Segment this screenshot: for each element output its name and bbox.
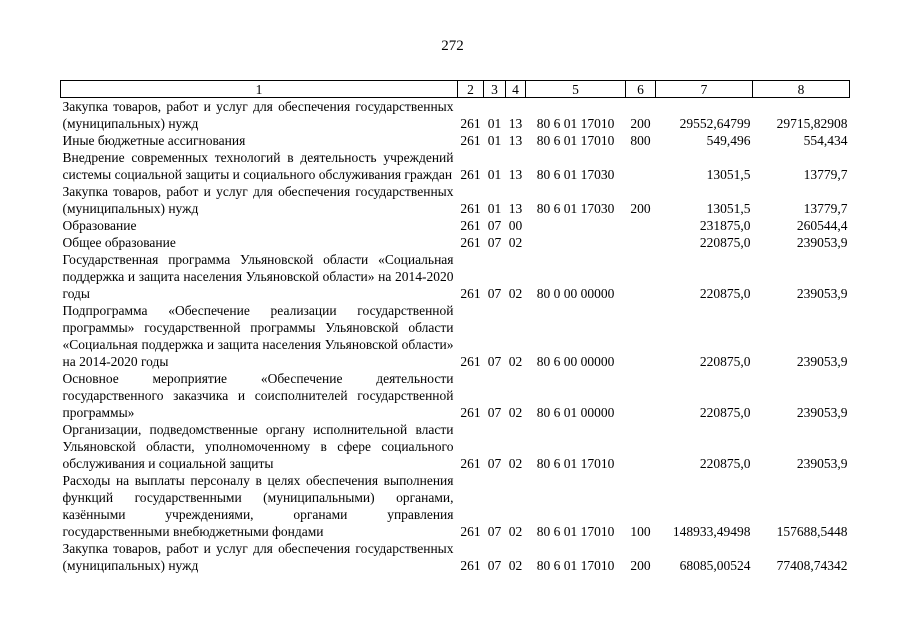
row-code-target: 80 6 00 00000 — [536, 354, 615, 369]
table-row — [61, 251, 850, 302]
row-code-subsection: 13 — [508, 167, 523, 182]
row-amount-year2: 239053,9 — [796, 286, 848, 301]
row-code-subsection: 02 — [508, 354, 523, 369]
row-code-target: 80 6 01 17010 — [536, 116, 615, 131]
row-amount-year1: 220875,0 — [699, 286, 751, 301]
row-code-section: 01 — [487, 201, 502, 216]
row-amount-year1: 148933,49498 — [672, 524, 751, 539]
row-code-admin: 261 — [460, 354, 481, 369]
row-code-section: 01 — [487, 116, 502, 131]
row-code-subsection: 13 — [508, 201, 523, 216]
row-code-section: 07 — [487, 354, 502, 369]
row-code-expense-type — [626, 421, 656, 472]
row-name: Общее образование — [62, 235, 176, 250]
row-name: Подпрограмма «Обеспечение реализации государственной программы» государственной программы Ульяновской области «Социальная поддержка и защита населения Ульяновской области» на 2014-2020 годы — [62, 303, 454, 369]
row-amount-year2: 13779,7 — [803, 201, 848, 216]
row-code-target: 80 6 01 17010 — [536, 133, 615, 148]
row-code-section: 07 — [487, 456, 502, 471]
row-code-subsection: 02 — [508, 524, 523, 539]
row-amount-year1: 220875,0 — [699, 456, 751, 471]
row-amount-year2: 239053,9 — [796, 354, 848, 369]
row-amount-year2: 260544,4 — [796, 218, 848, 233]
row-code-subsection: 02 — [508, 456, 523, 471]
table-header — [61, 81, 850, 98]
table-row — [61, 234, 850, 251]
row-code-admin: 261 — [460, 524, 481, 539]
row-amount-year1: 220875,0 — [699, 354, 751, 369]
row-code-section: 07 — [487, 235, 502, 250]
row-code-section: 07 — [487, 218, 502, 233]
table-row — [61, 421, 850, 472]
row-code-subsection: 00 — [508, 218, 523, 233]
table-row — [61, 132, 850, 149]
row-code-subsection: 02 — [508, 286, 523, 301]
row-amount-year1: 68085,00524 — [679, 558, 751, 573]
row-code-section: 01 — [487, 133, 502, 148]
row-name: Государственная программа Ульяновской области «Социальная поддержка и защита населения Ульяновской области» на 2014-2020 годы — [62, 252, 454, 301]
row-code-admin: 261 — [460, 218, 481, 233]
row-amount-year2: 13779,7 — [803, 167, 848, 182]
row-amount-year1: 13051,5 — [706, 167, 751, 182]
row-amount-year2: 239053,9 — [796, 235, 848, 250]
row-amount-year1: 220875,0 — [699, 405, 751, 420]
row-name: Образование — [62, 218, 137, 233]
table-row — [61, 302, 850, 370]
row-code-subsection: 13 — [508, 116, 523, 131]
row-amount-year2: 239053,9 — [796, 456, 848, 471]
row-code-section: 07 — [487, 558, 502, 573]
row-amount-year2: 77408,74342 — [776, 558, 848, 573]
header-col-4: 4 — [506, 81, 526, 98]
row-code-expense-type: 200 — [630, 116, 651, 131]
row-code-expense-type — [626, 149, 656, 183]
row-code-expense-type: 800 — [630, 133, 651, 148]
row-code-admin: 261 — [460, 405, 481, 420]
row-code-target: 80 0 00 00000 — [536, 286, 615, 301]
row-code-admin: 261 — [460, 201, 481, 216]
table-row — [61, 149, 850, 183]
row-code-subsection: 02 — [508, 405, 523, 420]
header-col-8: 8 — [753, 81, 850, 98]
row-amount-year1: 231875,0 — [699, 218, 751, 233]
row-code-expense-type — [626, 370, 656, 421]
row-code-target: 80 6 01 17010 — [536, 558, 615, 573]
row-amount-year2: 29715,82908 — [776, 116, 848, 131]
header-col-7: 7 — [656, 81, 753, 98]
row-name: Закупка товаров, работ и услуг для обеспечения государственных (муниципальных) нужд — [62, 99, 454, 131]
header-col-5: 5 — [526, 81, 626, 98]
row-code-admin: 261 — [460, 456, 481, 471]
row-code-target: 80 6 01 17010 — [536, 456, 615, 471]
row-code-admin: 261 — [460, 558, 481, 573]
table-row — [61, 540, 850, 574]
row-code-expense-type — [626, 302, 656, 370]
header-col-6: 6 — [626, 81, 656, 98]
table-row — [61, 217, 850, 234]
row-code-section: 07 — [487, 524, 502, 539]
row-name: Закупка товаров, работ и услуг для обеспечения государственных (муниципальных) нужд — [62, 184, 454, 216]
row-code-target: 80 6 01 17010 — [536, 524, 615, 539]
row-code-section: 07 — [487, 405, 502, 420]
header-col-2: 2 — [458, 81, 484, 98]
row-code-admin: 261 — [460, 133, 481, 148]
row-name: Основное мероприятие «Обеспечение деятельности государственного заказчика и соисполнителей государственной программы» — [62, 371, 454, 420]
row-amount-year1: 29552,64799 — [679, 116, 751, 131]
header-col-1: 1 — [61, 81, 458, 98]
table-row — [61, 183, 850, 217]
row-code-subsection: 13 — [508, 133, 523, 148]
row-amount-year2: 554,434 — [803, 133, 848, 148]
row-name: Расходы на выплаты персоналу в целях обеспечения выполнения функций государственными (муниципальными) органами, казёнными учреждениями, органами управления государственными внебюджетными фондами — [62, 473, 454, 539]
row-amount-year1: 13051,5 — [706, 201, 751, 216]
row-code-target — [526, 217, 626, 234]
table-row — [61, 472, 850, 540]
row-code-target: 80 6 01 00000 — [536, 405, 615, 420]
row-code-target — [526, 234, 626, 251]
row-code-admin: 261 — [460, 286, 481, 301]
row-code-target: 80 6 01 17030 — [536, 201, 615, 216]
table-row — [61, 98, 850, 133]
row-code-expense-type — [626, 251, 656, 302]
row-code-expense-type: 100 — [630, 524, 651, 539]
row-code-expense-type: 200 — [630, 201, 651, 216]
row-code-admin: 261 — [460, 167, 481, 182]
budget-table — [60, 80, 850, 574]
row-code-subsection: 02 — [508, 558, 523, 573]
header-col-3: 3 — [484, 81, 506, 98]
row-code-admin: 261 — [460, 116, 481, 131]
row-name: Закупка товаров, работ и услуг для обеспечения государственных (муниципальных) нужд — [62, 541, 454, 573]
row-name: Организации, подведомственные органу исполнительной власти Ульяновской области, уполномоченному в сфере социального обслуживания и социальной защиты — [62, 422, 454, 471]
row-name: Внедрение современных технологий в деятельность учреждений системы социальной защиты и социального обслуживания граждан — [62, 150, 454, 182]
row-code-section: 01 — [487, 167, 502, 182]
header-row — [61, 81, 850, 98]
table-row — [61, 370, 850, 421]
row-code-expense-type — [626, 234, 656, 251]
page-number: 272 — [441, 38, 464, 54]
row-name: Иные бюджетные ассигнования — [62, 133, 246, 148]
row-amount-year1: 549,496 — [706, 133, 751, 148]
row-code-section: 07 — [487, 286, 502, 301]
row-code-admin: 261 — [460, 235, 481, 250]
table-body — [61, 98, 850, 575]
row-code-expense-type: 200 — [630, 558, 651, 573]
row-code-subsection: 02 — [508, 235, 523, 250]
row-amount-year2: 157688,5448 — [776, 524, 848, 539]
row-amount-year1: 220875,0 — [699, 235, 751, 250]
row-code-expense-type — [626, 217, 656, 234]
row-code-target: 80 6 01 17030 — [536, 167, 615, 182]
row-amount-year2: 239053,9 — [796, 405, 848, 420]
